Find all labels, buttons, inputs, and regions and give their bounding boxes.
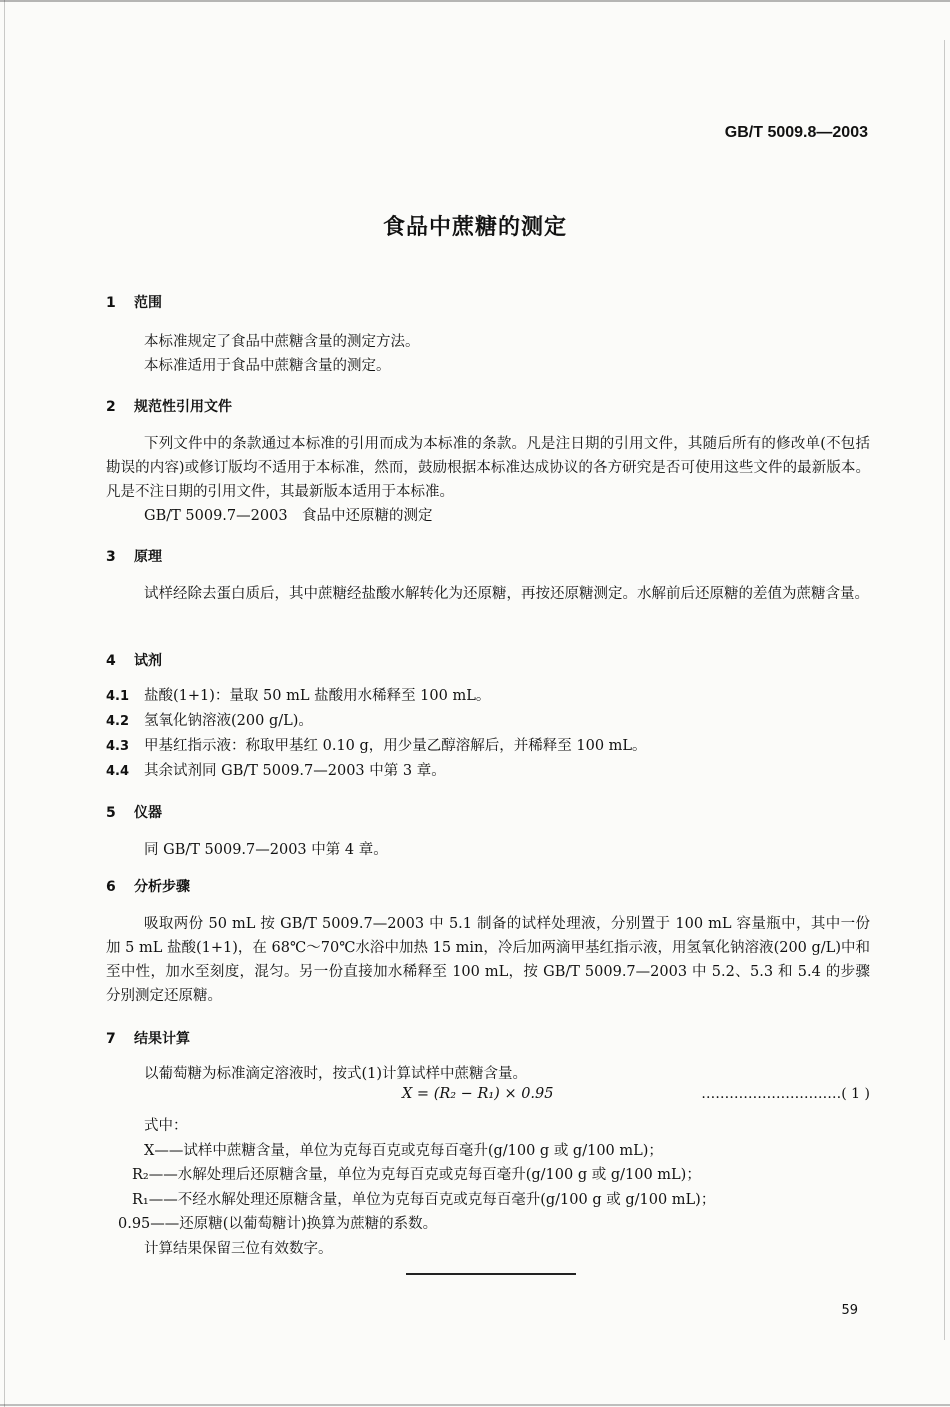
section-title: 范围 (134, 295, 162, 311)
bottom-border-line (0, 1404, 950, 1406)
equation-number: …………………………( 1 ) (701, 1086, 870, 1102)
paragraph: 同 GB/T 5009.7—2003 中第 4 章。 (144, 842, 388, 858)
section-7-heading (106, 1028, 190, 1048)
definition-r1: R₁——不经水解处理还原糖含量，单位为克每百克或克每百毫升(g/100 g 或 g/100 mL)； (132, 1191, 716, 1208)
where-label: 式中： (144, 1118, 188, 1134)
section-3-heading (106, 546, 162, 566)
section-number: 4 (106, 653, 116, 669)
paragraph: 以葡萄糖为标准滴定溶液时，按式(1)计算试样中蔗糖含量。 (144, 1066, 528, 1082)
section-6-heading (106, 876, 190, 896)
variable-definitions (106, 1114, 870, 1261)
reference-entry: GB/T 5009.7—2003 食品中还原糖的测定 (144, 508, 433, 524)
section-number: 2 (106, 399, 116, 415)
top-border-line (0, 0, 950, 2)
section-number: 1 (106, 295, 116, 311)
section-6-body (106, 912, 870, 1008)
equation: X = (R₂ − R₁) × 0.95 (402, 1086, 554, 1102)
definition-coefficient: 0.95——还原糖(以葡萄糖计)换算为蔗糖的系数。 (118, 1216, 438, 1232)
page-number: 59 (841, 1303, 858, 1318)
paragraph: 本标准规定了食品中蔗糖含量的测定方法。 (144, 334, 420, 350)
section-5-heading (106, 802, 162, 822)
section-title: 仪器 (134, 805, 162, 821)
list-item: 4.3 甲基红指示液：称取甲基红 0.10 g，用少量乙醇溶解后，并稀释至 100 mL。 (106, 738, 647, 754)
section-title: 原理 (134, 549, 162, 565)
list-item: 4.4 其余试剂同 GB/T 5009.7—2003 中第 3 章。 (106, 763, 446, 779)
end-rule (406, 1273, 576, 1275)
paragraph: 本标准适用于食品中蔗糖含量的测定。 (144, 358, 391, 374)
section-number: 5 (106, 805, 116, 821)
section-3-body (106, 582, 870, 606)
section-title: 分析步骤 (134, 879, 190, 895)
section-title: 结果计算 (134, 1031, 190, 1047)
section-4-body (106, 684, 870, 784)
section-1-heading (106, 292, 162, 312)
section-5-body (106, 838, 870, 862)
section-4-heading (106, 650, 162, 670)
definition-r2: R₂——水解处理后还原糖含量，单位为克每百克或克每百毫升(g/100 g 或 g/100 mL)； (132, 1167, 701, 1183)
section-title: 试剂 (134, 653, 162, 669)
paragraph: 计算结果保留三位有效数字。 (144, 1240, 333, 1257)
section-2-body (106, 432, 870, 528)
section-title: 规范性引用文件 (134, 399, 232, 415)
document-title: 食品中蔗糖的测定 (382, 215, 567, 240)
section-number: 7 (106, 1031, 116, 1047)
paragraph: 试样经除去蛋白质后，其中蔗糖经盐酸水解转化为还原糖，再按还原糖测定。水解前后还原糖的差值为蔗糖含量。 (144, 586, 869, 602)
section-2-heading (106, 396, 232, 416)
section-7-intro (106, 1062, 870, 1086)
section-number: 6 (106, 879, 116, 895)
list-item: 4.1 盐酸(1+1)：量取 50 mL 盐酸用水稀释至 100 mL。 (106, 688, 491, 704)
paragraph: 下列文件中的条款通过本标准的引用而成为本标准的条款。凡是注日期的引用文件，其随后所有的修改单(不包括勘误的内容)或修订版均不适用于本标准，然而，鼓励根据本标准达成协议的各方研究是否可使用这些文件的最新版本。凡是不注日期的引用文件，其最新版本适用于本标准。 (106, 436, 870, 500)
section-number: 3 (106, 549, 116, 565)
standard-code: GB/T 5009.8—2003 (724, 124, 868, 141)
definition-x: X——试样中蔗糖含量，单位为克每百克或克每百毫升(g/100 g 或 g/100 mL)； (144, 1142, 663, 1159)
section-1-body (106, 330, 870, 378)
paragraph: 吸取两份 50 mL 按 GB/T 5009.7—2003 中 5.1 制备的试样处理液，分别置于 100 mL 容量瓶中，其中一份加 5 mL 盐酸(1+1)，在 68℃～70℃水浴中加热 15 min，冷后加两滴甲基红指示液，用氢氧化钠溶液(200 g/L)中和至中性，加水至刻度，混匀。另一份直接加水稀释至 100 mL，按 GB/T 5009.7—2003 中 5.2、5.3 和 5.4 的步骤分别测定还原糖。 (106, 916, 870, 1004)
list-item: 4.2 氢氧化钠溶液(200 g/L)。 (106, 713, 313, 729)
